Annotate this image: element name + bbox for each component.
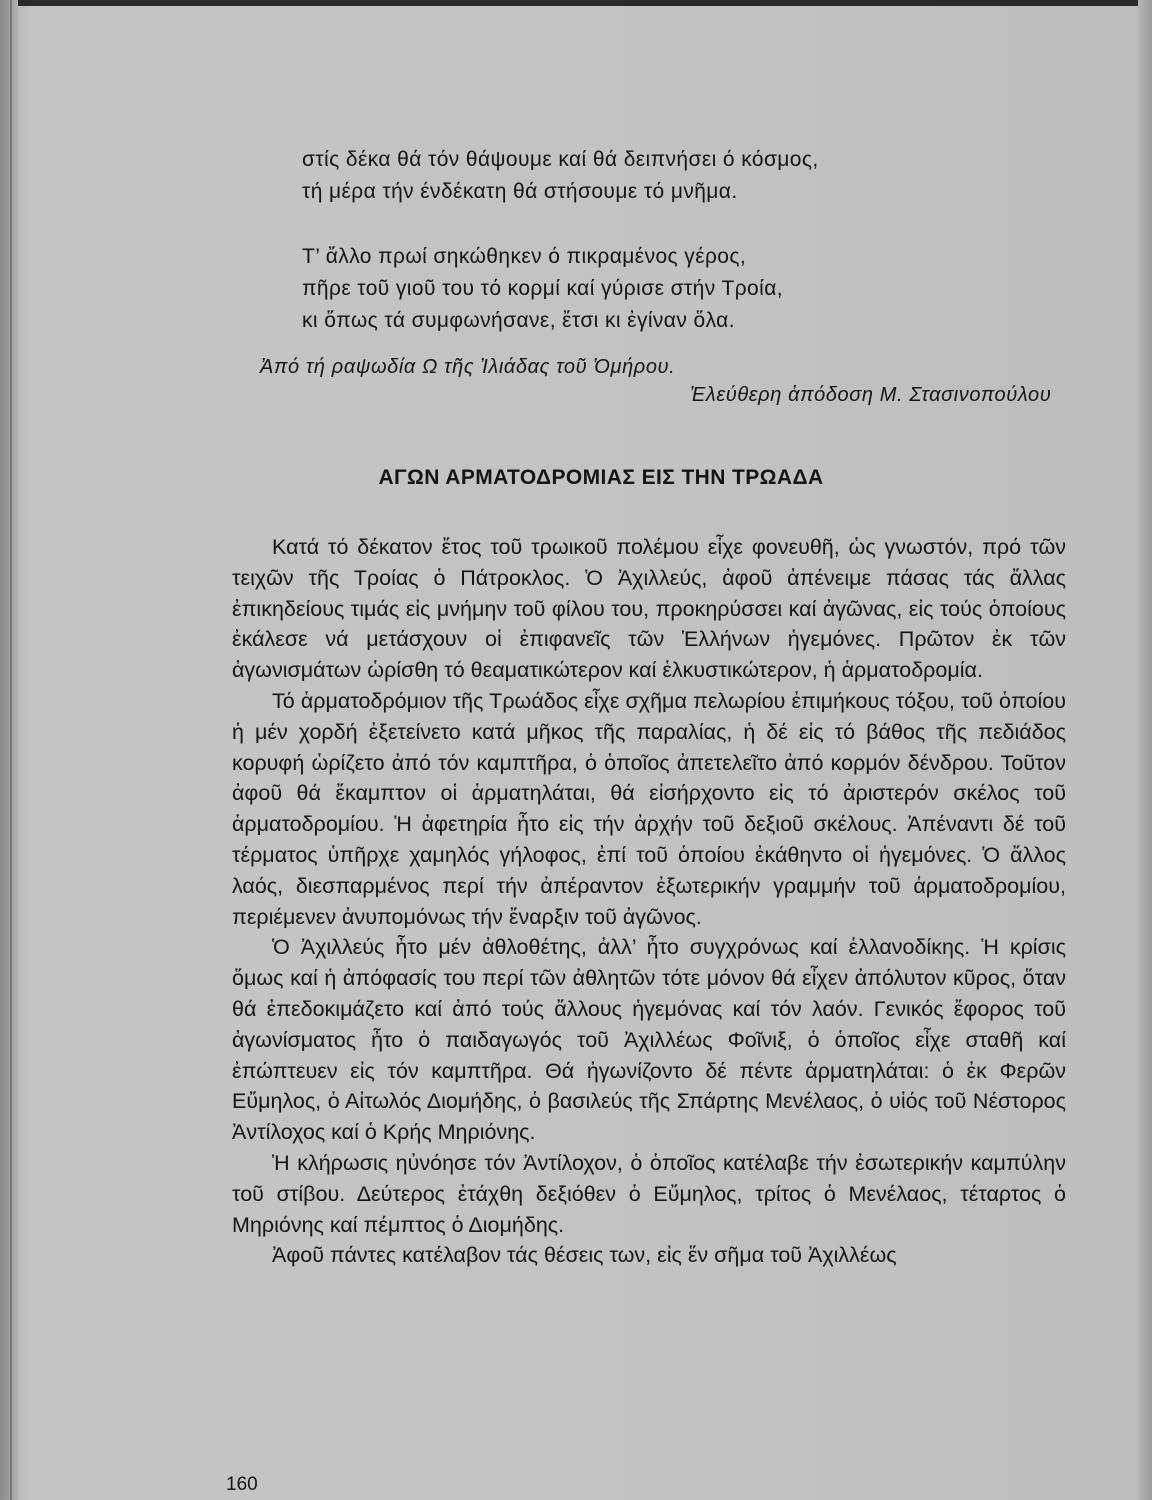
paragraph: Κατά τό δέκατον ἔτος τοῦ τρωικοῦ πολέμου εἶχε φονευθῆ, ὡς γνωστόν, πρό τῶν τειχῶν τῆς Τροίας ὁ Πάτροκλος. Ὁ Ἀχιλλεύς, ἀφοῦ ἀπένειμε πάσας τάς ἄλλας ἐπικηδείους τιμάς εἰς μνήμην τοῦ φίλου του, προκηρύσσει καί ἀγῶνας, εἰς τούς ὁποίους ἐκάλεσε νά μετάσχουν οἱ ἐπιφανεῖς τῶν Ἑλλήνων ἡγεμόνες. Πρῶτον ἐκ τῶν ἀγωνισμάτων ὡρίσθη τό θεαματικώτερον καί ἑλκυστικώτερον, ἡ ἁρματοδρομία. <box>232 535 1066 683</box>
scan-right-edge <box>1138 0 1152 1500</box>
page-binding-line <box>10 0 12 1500</box>
page-number: 160 <box>226 1474 258 1495</box>
poem-line: στίς δέκα θά τόν θάψουμε καί θά δειπνήσει ό κόσμος, <box>302 148 819 171</box>
poem-line: πῆρε τοῦ γιοῦ του τό κορμί καί γύρισε στήν Τροία, <box>302 277 783 300</box>
poem-stanza-1 <box>302 144 819 208</box>
translator-attribution: Ἐλεύθερη ἀπόδοση Μ. Στασινοπούλου <box>690 384 1052 406</box>
paragraph: Ἀφοῦ πάντες κατέλαβον τάς θέσεις των, εἰς ἕν σῆμα τοῦ Ἀχιλλέως <box>272 1243 897 1268</box>
paragraph: Ἡ κλήρωσις ηὐνόησε τόν Ἀντίλοχον, ὁ ὁποῖος κατέλαβε τήν ἐσωτερικήν καμπύλην τοῦ στίβου. Δεύτερος ἐτάχθη δεξιόθεν ὁ Εὔμηλος, τρίτος ὁ Μενέλαος, τέταρτος ὁ Μηριόνης καί πέμπτος ὁ Διομήδης. <box>232 1150 1066 1237</box>
scan-top-edge <box>0 0 1152 6</box>
source-attribution: Ἀπό τή ραψωδία Ω τῆς Ἰλιάδας τοῦ Ὁμήρου. <box>260 356 676 378</box>
section-heading: ΑΓΩΝ ΑΡΜΑΤΟΔΡΟΜΙΑΣ ΕΙΣ ΤΗΝ ΤΡΩΑΔΑ <box>378 466 824 489</box>
scan-left-edge <box>0 0 18 1500</box>
paragraph: Ὁ Ἀχιλλεύς ἦτο μέν ἀθλοθέτης, ἀλλ’ ἦτο συγχρόνως καί ἑλλανοδίκης. Ἡ κρίσις ὅμως καί ἡ ἀπόφασίς του περί τῶν ἀθλητῶν τότε μόνον θά εἶχεν ἀπόλυτον κῦρος, ὅταν θά ἐπεδοκιμάζετο καί ἀπό τούς ἄλλους ἡγεμόνας καί τόν λαόν. Γενικός ἔφορος τοῦ ἀγωνίσματος ἦτο ὁ παιδαγωγός τοῦ Ἀχιλλέως Φοῖνιξ, ὁ ὁποῖος εἶχε σταθῆ καί ἐπώπτευεν εἰς τόν καμπτῆρα. Θά ἠγωνίζοντο δέ πέντε ἁρματηλάται: ὁ ἐκ Φερῶν Εὔμηλος, ὁ Αἰτωλός Διομήδης, ὁ βασιλεύς τῆς Σπάρτης Μενέλαος, ὁ υἱός τοῦ Νέστορος Ἀντίλοχος καί ὁ Κρής Μηριόνης. <box>232 935 1066 1145</box>
poem-line: τή μέρα τήν ένδέκατη θά στήσουμε τό μνῆμα. <box>302 180 738 203</box>
poem-line: κι ὅπως τά συμφωνήσανε, ἔτσι κι ἐγίναν ὅλα. <box>302 309 735 332</box>
poem-line: Τ’ ἄλλο πρωί σηκώθηκεν ό πικραμένος γέρος, <box>302 245 747 268</box>
paragraph: Τό ἁρματοδρόμιον τῆς Τρωάδος εἶχε σχῆμα πελωρίου ἐπιμήκους τόξου, τοῦ ὁποίου ἡ μέν χορδή ἐξετείνετο κατά μῆκος τῆς παραλίας, ἡ δέ εἰς τό βάθος τῆς πεδιάδος κορυφή ὡρίζετο ἀπό τόν καμπτῆρα, ὁ ὁποῖος ἀπετελεῖτο ἀπό κορμόν δένδρου. Τοῦτον ἀφοῦ θά ἔκαμπτον οἱ ἁρματηλάται, θά εἰσήρχοντο εἰς τό ἀριστερόν σκέλος τοῦ ἁρματοδρομίου. Ἡ ἀφετηρία ἦτο εἰς τήν ἀρχήν τοῦ δεξιοῦ σκέλους. Ἀπέναντι δέ τοῦ τέρματος ὑπῆρχε χαμηλός γήλοφος, ἐπί τοῦ ὁποίου ἐκάθηντο οἱ ἡγεμόνες. Ὁ ἄλλος λαός, διεσπαρμένος περί τήν ἀπέραντον ἐξωτερικήν γραμμήν τοῦ ἁρματοδρομίου, περιέμενεν ἀνυπομόνως τήν ἔναρξιν τοῦ ἀγῶνος. <box>232 688 1066 929</box>
poem-stanza-2 <box>302 241 783 337</box>
article-body <box>232 532 1066 1271</box>
